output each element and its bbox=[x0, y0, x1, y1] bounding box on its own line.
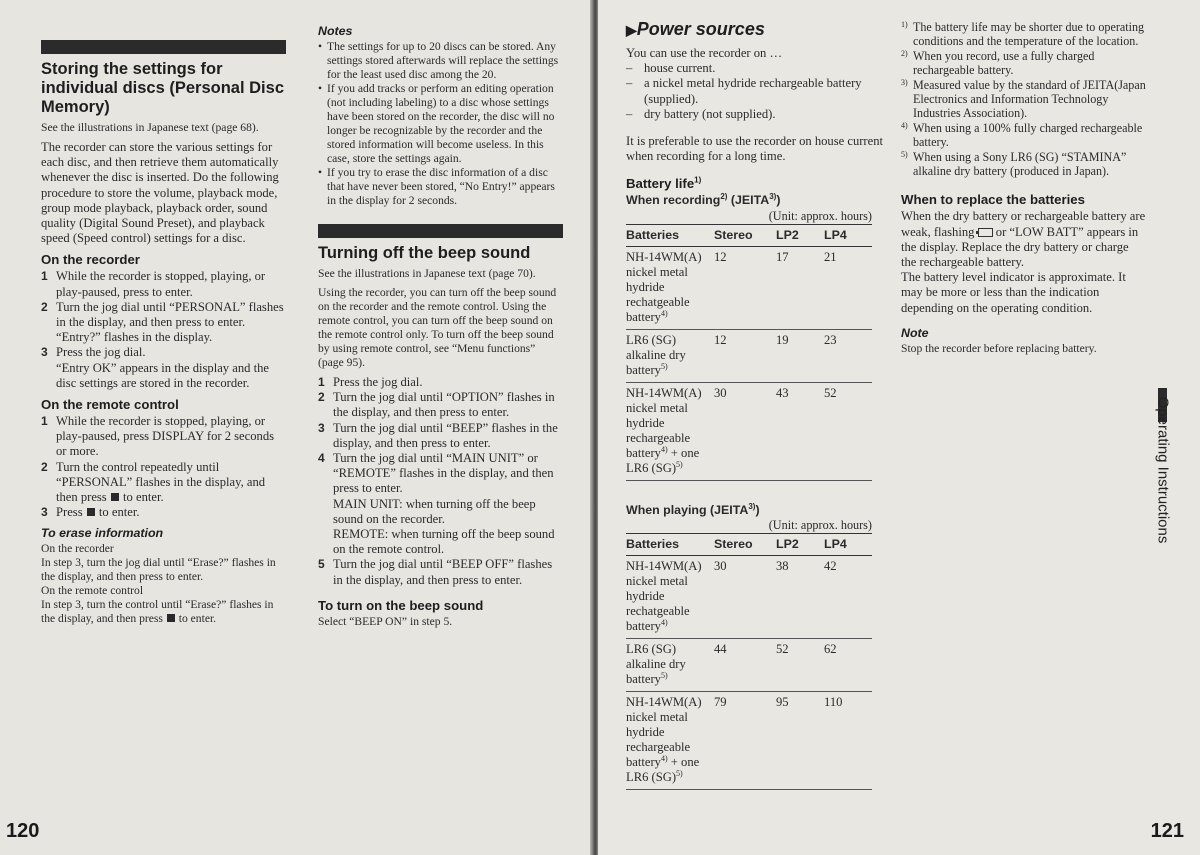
right-page bbox=[598, 0, 1200, 855]
table-row bbox=[626, 639, 872, 692]
lp4-cell: 21 bbox=[824, 246, 872, 329]
step-text: Turn the jog dial until “PERSONAL” flashes in the display, and then press to enter. bbox=[56, 299, 284, 330]
unit-label: (Unit: approx. hours) bbox=[768, 518, 872, 533]
triangle-right-arrow-icon: ▶ bbox=[626, 22, 637, 38]
column-header: LP2 bbox=[776, 534, 824, 556]
footnote-ref: 2) bbox=[720, 192, 728, 202]
battery-name: LR6 (SG) alkaline dry battery bbox=[626, 642, 686, 687]
battery-name: LR6 (SG) alkaline dry battery bbox=[626, 332, 686, 377]
recording-label: When recording bbox=[626, 193, 721, 208]
step-number: 2 bbox=[41, 459, 48, 474]
battery-name: NH-14WM(A) nickel metal hydride rechargeable battery bbox=[626, 695, 702, 770]
step-text-end: to enter. bbox=[98, 505, 140, 520]
recording-battery-table bbox=[626, 224, 872, 481]
personal-memory-section bbox=[41, 40, 286, 626]
when-playing-heading bbox=[626, 503, 886, 518]
jeita-close: ) bbox=[755, 502, 760, 517]
footnote-mark: 2) bbox=[901, 48, 908, 58]
footnote-mark: 1) bbox=[901, 20, 908, 29]
step-result: “Entry OK” appears in the display and the disc settings are stored in the recorder. bbox=[56, 360, 269, 390]
footnote-ref: 1) bbox=[694, 176, 702, 186]
footnote-text: Measured value by the standard of JEITA(Japan Electronics and Information Technology Industries Association). bbox=[913, 77, 1146, 121]
footnote-text: The battery life may be shorter due to operating conditions and the temperature of the location. bbox=[913, 20, 1145, 49]
footnote bbox=[901, 78, 1146, 121]
unit-label: (Unit: approx. hours) bbox=[768, 208, 872, 223]
footnote bbox=[901, 150, 1146, 179]
battery-life-heading bbox=[626, 176, 886, 192]
step-text-end: to enter. bbox=[123, 490, 164, 505]
subheading-on-remote: On the remote control bbox=[41, 397, 179, 413]
list-item bbox=[41, 414, 286, 460]
table-row bbox=[626, 329, 872, 382]
step-text: Press the jog dial. bbox=[56, 345, 146, 360]
lp4-cell: 52 bbox=[824, 382, 872, 480]
see-illustrations: See the illustrations in Japanese text (page 68). bbox=[41, 121, 259, 134]
list-item bbox=[41, 345, 286, 391]
column-header: Batteries bbox=[626, 224, 714, 246]
table-row bbox=[626, 246, 872, 329]
section-title: Storing the settings for individual discs (Personal Disc Memory) bbox=[41, 60, 284, 116]
list-item bbox=[41, 505, 286, 520]
lp2-cell: 52 bbox=[776, 639, 824, 692]
stop-square-icon bbox=[111, 493, 119, 501]
lp2-cell: 95 bbox=[776, 692, 824, 790]
step-text: Turn the jog dial until “BEEP” flashes in the display, and then press to enter. bbox=[333, 420, 558, 450]
step-number: 4 bbox=[318, 451, 325, 466]
table-row bbox=[626, 556, 872, 639]
step-text: Turn the jog dial until “OPTION” flashes in the display, and then press to enter. bbox=[333, 390, 555, 420]
lp2-cell: 17 bbox=[776, 246, 824, 329]
note-text: Stop the recorder before replacing battery. bbox=[901, 341, 1097, 355]
page-number-left: 120 bbox=[6, 820, 40, 842]
footnote-ref: 5) bbox=[676, 459, 683, 469]
footnote-text: When you record, use a fully charged rechargeable battery. bbox=[913, 48, 1095, 78]
footnote-ref: 4) bbox=[660, 754, 668, 764]
erase-remote-label: On the remote control bbox=[41, 584, 144, 598]
step-number: 3 bbox=[41, 345, 48, 360]
column-header: LP4 bbox=[824, 534, 872, 556]
footnote-mark: 3) bbox=[901, 77, 908, 87]
list-item: – a nickel metal hydride rechargeable battery (supplied). bbox=[626, 76, 886, 106]
column-header: Stereo bbox=[714, 534, 776, 556]
section-bar bbox=[41, 40, 286, 54]
table-header-row bbox=[626, 534, 872, 556]
footnote-ref: 3) bbox=[748, 501, 756, 511]
footnote-ref: 5) bbox=[660, 361, 668, 371]
footnotes-column bbox=[901, 20, 1146, 356]
footnote-ref: 4) bbox=[660, 308, 668, 318]
list-item: – dry battery (not supplied). bbox=[626, 107, 886, 122]
step-number: 3 bbox=[41, 505, 48, 520]
lp4-cell: 62 bbox=[824, 639, 872, 692]
replace-batteries-heading: When to replace the batteries bbox=[901, 192, 1085, 208]
footnote bbox=[901, 49, 1146, 78]
lp2-cell: 43 bbox=[776, 382, 824, 480]
list-item bbox=[318, 375, 563, 390]
notes-heading: Notes bbox=[318, 24, 353, 38]
beep-intro: Using the recorder, you can turn off the beep sound on the recorder and the remote control. Using the remote control, you can turn off the beep sound on the remote control only. To turn off the beep sound by using remote control, see “Menu functions” (page 95). bbox=[318, 286, 557, 369]
battery-name: NH-14WM(A) nickel metal hydride rechatgeable battery bbox=[626, 559, 702, 634]
footnote-ref: 3) bbox=[769, 192, 777, 202]
power-preferable: It is preferable to use the recorder on house current when recording for a long time. bbox=[626, 134, 884, 164]
battery-icon bbox=[978, 228, 993, 237]
note-item: • If you add tracks or perform an editing operation (not including labeling) to a disc whose settings have been stored on the recorder, the disc will no longer be recognizable by the recorder and the stored information will become useless. In this case, store the settings again. bbox=[318, 82, 563, 166]
playing-label: When playing bbox=[626, 502, 707, 517]
lp4-cell: 110 bbox=[824, 692, 872, 790]
battery-cell bbox=[626, 382, 714, 480]
power-title-text: Power sources bbox=[636, 19, 765, 39]
step-text: Press the jog dial. bbox=[333, 375, 423, 389]
see-illustrations: See the illustrations in Japanese text (page 70). bbox=[318, 267, 536, 280]
footnote-ref: 4) bbox=[660, 618, 668, 628]
erase-recorder-label: On the recorder bbox=[41, 542, 114, 556]
list-item: – house current. bbox=[626, 61, 886, 76]
battery-cell bbox=[626, 692, 714, 790]
step-detail: MAIN UNIT: when turning off the beep sound on the recorder. bbox=[333, 496, 536, 526]
stop-square-icon bbox=[167, 614, 175, 622]
footnote-text: When using a 100% fully charged rechargeable battery. bbox=[913, 120, 1143, 150]
stereo-cell: 30 bbox=[714, 382, 776, 480]
battery-suffix: + one LR6 (SG) bbox=[626, 755, 700, 785]
step-number: 5 bbox=[318, 557, 325, 572]
stereo-cell: 12 bbox=[714, 246, 776, 329]
footnote-ref: 5) bbox=[676, 769, 683, 779]
step-number: 3 bbox=[318, 420, 325, 435]
step-number: 2 bbox=[41, 299, 48, 314]
jeita-close: ) bbox=[776, 193, 781, 208]
step-number: 1 bbox=[41, 414, 48, 429]
footnote-text: When using a Sony LR6 (SG) “STAMINA” alkaline dry battery (produced in Japan). bbox=[913, 149, 1127, 179]
battery-life-heading-text: Battery life bbox=[626, 176, 695, 192]
footnote-ref: 5) bbox=[660, 671, 668, 681]
replace-text-start: When the dry battery or rechargeable battery are weak, flashing bbox=[901, 209, 1146, 239]
battery-name: NH-14WM(A) nickel metal hydride rechargeable battery bbox=[626, 385, 702, 460]
power-title bbox=[626, 20, 886, 40]
step-text: While the recorder is stopped, playing, or play-paused, press to enter. bbox=[56, 269, 266, 299]
stereo-cell: 79 bbox=[714, 692, 776, 790]
lp2-cell: 38 bbox=[776, 556, 824, 639]
jeita-label: (JEITA bbox=[710, 502, 749, 517]
notes-and-beep-column bbox=[318, 24, 563, 629]
step-detail: REMOTE: when turning off the beep sound on the remote control. bbox=[333, 527, 555, 557]
footnote-ref: 4) bbox=[660, 444, 668, 454]
lp2-cell: 19 bbox=[776, 329, 824, 382]
note-heading: Note bbox=[901, 325, 929, 340]
stereo-cell: 12 bbox=[714, 329, 776, 382]
step-text: Press bbox=[56, 505, 83, 520]
footnote-mark: 4) bbox=[901, 120, 908, 130]
step-text: Turn the control repeatedly until “PERSONAL” flashes in the display, and then press bbox=[56, 459, 266, 505]
erase-recorder-text: In step 3, turn the jog dial until “Erase?” flashes in the display, and then press to enter. bbox=[41, 556, 276, 584]
footnote bbox=[901, 20, 1146, 49]
step-text: While the recorder is stopped, playing, or play-paused, press DISPLAY for 2 seconds or more. bbox=[56, 414, 275, 459]
side-tab-label: Operating Instructions bbox=[1154, 396, 1172, 544]
left-page bbox=[0, 0, 592, 855]
subheading-turn-on-beep: To turn on the beep sound bbox=[318, 597, 484, 613]
table-row bbox=[626, 692, 872, 790]
step-number: 1 bbox=[41, 269, 48, 284]
lp4-cell: 23 bbox=[824, 329, 872, 382]
table-header-row bbox=[626, 224, 872, 246]
replace-batteries-text bbox=[901, 209, 1146, 270]
list-item bbox=[41, 300, 286, 346]
list-item bbox=[41, 269, 286, 299]
list-item bbox=[318, 557, 563, 587]
subheading-on-recorder: On the recorder bbox=[41, 252, 140, 268]
list-item bbox=[318, 451, 563, 557]
power-intro: You can use the recorder on … bbox=[626, 46, 783, 60]
section-bar bbox=[318, 224, 563, 238]
page-number-right: 121 bbox=[1150, 820, 1184, 842]
lp4-cell: 42 bbox=[824, 556, 872, 639]
step-text: Turn the jog dial until “MAIN UNIT” or “REMOTE” flashes in the display, and then press to enter. bbox=[333, 451, 554, 496]
battery-cell bbox=[626, 329, 714, 382]
subheading-erase: To erase information bbox=[41, 526, 164, 541]
when-recording-heading bbox=[626, 193, 886, 208]
jeita-label: (JEITA bbox=[730, 193, 770, 208]
erase-remote-text-start: In step 3, turn the control until “Erase?” flashes in the display, and then press bbox=[41, 598, 274, 626]
footnote-mark: 5) bbox=[901, 149, 908, 159]
stereo-cell: 30 bbox=[714, 556, 776, 639]
section-title: Turning off the beep sound bbox=[318, 244, 531, 262]
note-item: • If you try to erase the disc information of a disc that have never been stored, “No Entry!” appears in the display for 2 seconds. bbox=[318, 166, 563, 208]
list-item bbox=[41, 460, 286, 506]
erase-remote-text bbox=[41, 598, 286, 626]
footnote bbox=[901, 121, 1146, 150]
battery-cell bbox=[626, 639, 714, 692]
stereo-cell: 44 bbox=[714, 639, 776, 692]
list-item bbox=[318, 421, 563, 451]
step-result: “Entry?” flashes in the display. bbox=[56, 330, 213, 345]
column-header: LP2 bbox=[776, 224, 824, 246]
power-sources-column bbox=[626, 20, 886, 790]
step-number: 1 bbox=[318, 375, 325, 389]
step-number: 2 bbox=[318, 390, 325, 405]
column-header: LP4 bbox=[824, 224, 872, 246]
battery-indicator-text: The battery level indicator is approximate. It may be more or less than the indication depending on the operating condition. bbox=[901, 270, 1126, 315]
playing-battery-table bbox=[626, 533, 872, 790]
erase-remote-text-end: to enter. bbox=[178, 612, 217, 626]
column-header: Stereo bbox=[714, 224, 776, 246]
battery-cell bbox=[626, 246, 714, 329]
list-item bbox=[318, 390, 563, 420]
stop-square-icon bbox=[87, 508, 95, 516]
turn-on-beep-text: Select “BEEP ON” in step 5. bbox=[318, 614, 453, 628]
replace-text-end: or “LOW BATT” appears in the display. Replace the dry battery or charge the rechargeable battery. bbox=[901, 224, 1139, 270]
note-item: • The settings for up to 20 discs can be stored. Any settings stored afterwards will replace the settings for the least used disc among the 20. bbox=[318, 40, 563, 82]
battery-suffix: + one LR6 (SG) bbox=[626, 445, 700, 475]
intro-paragraph: The recorder can store the various settings for each disc, and then retrieve them automatically whenever the disc is inserted. Do the following procedure to store the volume, playback mode, group mode playback, playback order, sound quality (Digital Sound Preset), and playback speed (Speed control) settings for a disc. bbox=[41, 140, 279, 246]
step-text: Turn the jog dial until “BEEP OFF” flashes in the display, and then press to enter. bbox=[333, 557, 553, 587]
battery-cell bbox=[626, 556, 714, 639]
column-header: Batteries bbox=[626, 534, 714, 556]
battery-name: NH-14WM(A) nickel metal hydride rechatgeable battery bbox=[626, 249, 702, 324]
table-row bbox=[626, 382, 872, 480]
